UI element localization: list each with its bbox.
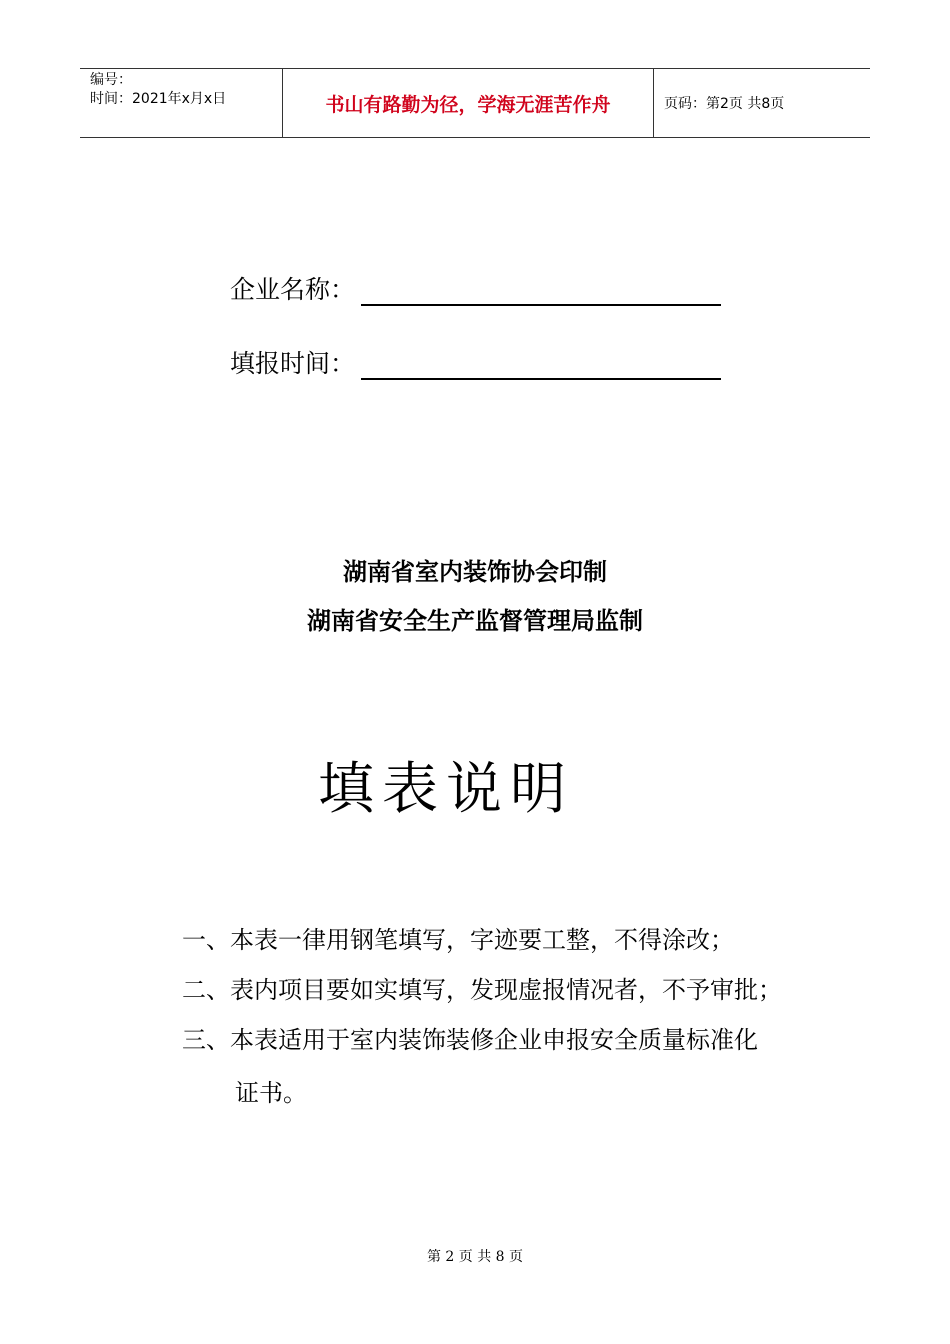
page-footer: 第 2 页 共 8 页 <box>426 1249 524 1265</box>
header-motto: 书山有路勤为径，学海无涯苦作舟 <box>282 69 654 137</box>
document-header <box>80 68 870 138</box>
instruction-item-2: 二、表内项目要如实填写，发现虚报情况者，不予审批； <box>182 976 782 1004</box>
instruction-item-3-continued: 证书。 <box>235 1079 307 1107</box>
number-label: 编号： <box>90 72 132 88</box>
fill-date-underline <box>361 344 721 380</box>
page-title: 填表说明 <box>318 757 574 822</box>
company-name-field <box>230 270 721 306</box>
instruction-item-1: 一、本表一律用钢笔填写，字迹要工整，不得涂改； <box>182 926 734 954</box>
time-label: 时间：2021年x月x日 <box>90 91 227 107</box>
instruction-item-3: 三、本表适用于室内装饰装修企业申报安全质量标准化 <box>182 1026 758 1054</box>
org-line-1: 湖南省室内装饰协会印制 <box>343 558 607 586</box>
fill-date-label: 填报时间： <box>230 349 356 378</box>
company-name-underline <box>361 270 721 306</box>
header-page-code: 页码：第2页 共8页 <box>664 96 785 112</box>
header-meta <box>80 69 282 137</box>
org-line-2: 湖南省安全生产监督管理局监制 <box>307 607 643 635</box>
fill-date-field <box>230 344 721 380</box>
company-name-label: 企业名称： <box>230 275 356 304</box>
